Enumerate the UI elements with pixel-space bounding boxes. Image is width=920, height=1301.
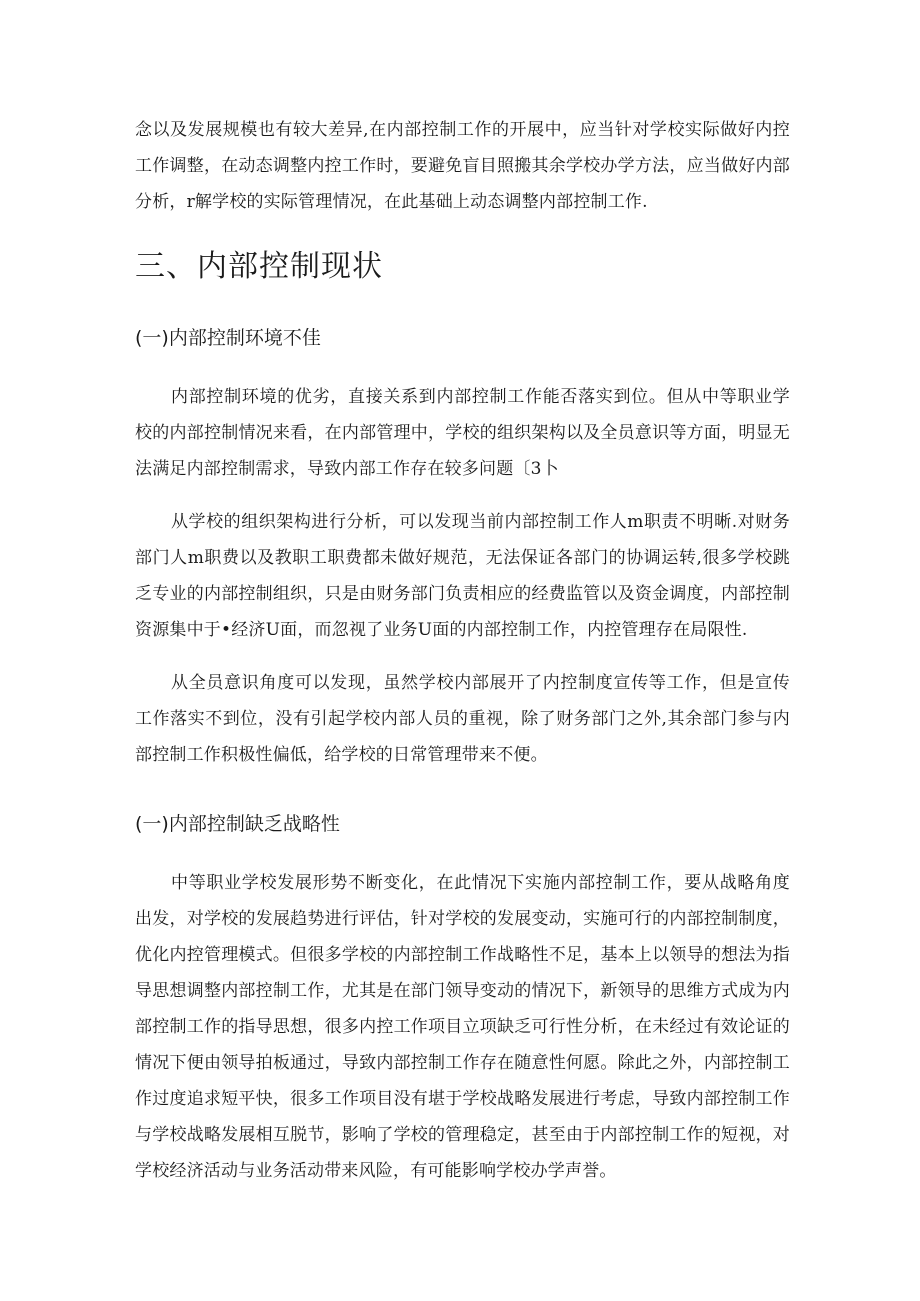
intro-paragraph: 念以及发展规模也有较大差异,在内部控制工作的开展中，应当针对学校实际做好内控工作调整，在动态调整内控工作时，要避免盲目照搬其余学校办学方法，应当做好内部分析，r解学校的实际管理情况，在此基础上动态调整内部控制工作.	[135, 120, 790, 212]
subsection-title-environment: (一)内部控制环境不佳	[135, 327, 321, 349]
subsection-title-strategy: (一)内部控制缺乏战略性	[135, 813, 340, 835]
paragraph-environment-2: 从学校的组织架构进行分析，可以发现当前内部控制工作人m职责不明晰.对财务部门人m职费以及教职工职费都未做好规范，无法保证各部门的协调运转,很多学校跳乏专业的内部控制组织，只是由财务部门负责相应的经费监管以及资金调度，内部控制资源集中于•经济U面，而忽视了业务U面的内部控制工作，内控管理存在局限性.	[135, 512, 790, 640]
paragraph-environment-3: 从全员意识角度可以发现，虽然学校内部展开了内控制度宣传等工作，但是宣传工作落实不到位，没有引起学校内部人员的重视，除了财务部门之外,其余部门参与内部控制工作积极性偏低，给学校的日常管理带来不便。	[135, 673, 790, 765]
section-title: 三、内部控制现状	[135, 249, 383, 284]
paragraph-environment-1: 内部控制环境的优劣，直接关系到内部控制工作能否落实到位。但从中等职业学校的内部控制情况来看，在内部管理中，学校的组织架构以及全员意识等方面，明显无法满足内部控制需求，导致内部工作存在较多问题〔3卜	[135, 387, 790, 479]
document-page	[135, 112, 790, 1189]
paragraph-strategy-1: 中等职业学校发展形势不断变化，在此情况下实施内部控制工作，要从战略角度出发，对学校的发展趋势进行评估，针对学校的发展变动，实施可行的内部控制制度，优化内控管理模式。但很多学校的内部控制工作战略性不足，基本上以领导的想法为指导思想调整内部控制工作，尤其是在部门领导变动的情况下，新领导的思维方式成为内部控制工作的指导思想，很多内控工作项目立项缺乏可行性分析，在未经过有效论证的情况下便由领导拍板通过，导致内部控制工作存在随意性何愿。除此之外，内部控制工作过度追求短平快，很多工作项目没有堪于学校战略发展进行考虑，导致内部控制工作与学校战略发展相互脱节，影响了学校的管理稳定，甚至由于内部控制工作的短视，对学校经济活动与业务活动带来风险，有可能影响学校办学声誉。	[135, 873, 790, 1181]
